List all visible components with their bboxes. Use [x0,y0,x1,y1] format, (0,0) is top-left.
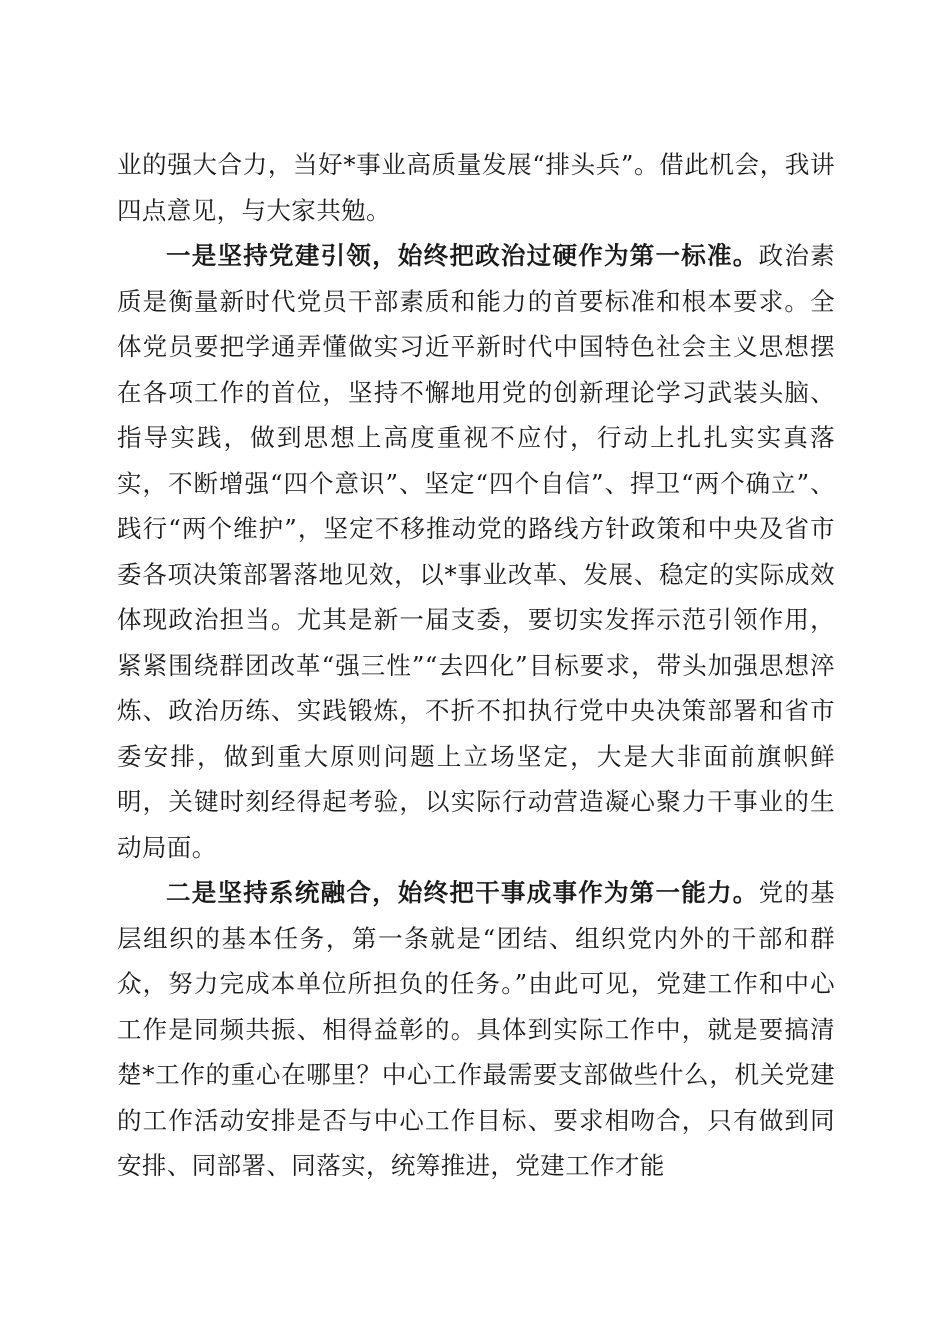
paragraph-text: 业的强大合力，当好*事业高质量发展“排头兵”。借此机会，我讲四点意见，与大家共勉。 [117,150,835,225]
paragraph-heading: 一是坚持党建引领，始终把政治过硬作为第一标准。 [166,241,759,270]
paragraph-heading: 二是坚持系统融合，始终把干事成事作为第一能力。 [166,878,759,907]
paragraph-intro-continuation [117,142,835,233]
paragraph-point-two [117,870,835,1189]
paragraph-text: 党的基层组织的基本任务，第一条就是“团结、组织党内外的干部和群众，努力完成本单位所担负的任务。”由此可见，党建工作和中心工作是同频共振、相得益彰的。具体到实际工作中，就是要搞清楚*工作的重心在哪里？中心工作最需要支部做些什么，机关党建的工作活动安排是否与中心工作目标、要求相吻合，只有做到同安排、同部署、同落实，统筹推进，党建工作才能 [117,878,836,1180]
paragraph-point-one [117,233,835,870]
document-body [117,142,835,1189]
paragraph-text: 政治素质是衡量新时代党员干部素质和能力的首要标准和根本要求。全体党员要把学通弄懂做实习近平新时代中国特色社会主义思想摆在各项工作的首位，坚持不懈地用党的创新理论学习武装头脑、指导实践，做到思想上高度重视不应付，行动上扎扎实实真落实，不断增强“四个意识”、坚定“四个自信”、捍卫“两个确立”、践行“两个维护”，坚定不移推动党的路线方针政策和中央及省市委各项决策部署落地见效，以*事业改革、发展、稳定的实际成效体现政治担当。尤其是新一届支委，要切实发挥示范引领作用，紧紧围绕群团改革“强三性”“去四化”目标要求，带头加强思想淬炼、政治历练、实践锻炼，不折不扣执行党中央决策部署和省市委安排，做到重大原则问题上立场坚定，大是大非面前旗帜鲜明，关键时刻经得起考验，以实际行动营造凝心聚力干事业的生动局面。 [117,241,836,862]
